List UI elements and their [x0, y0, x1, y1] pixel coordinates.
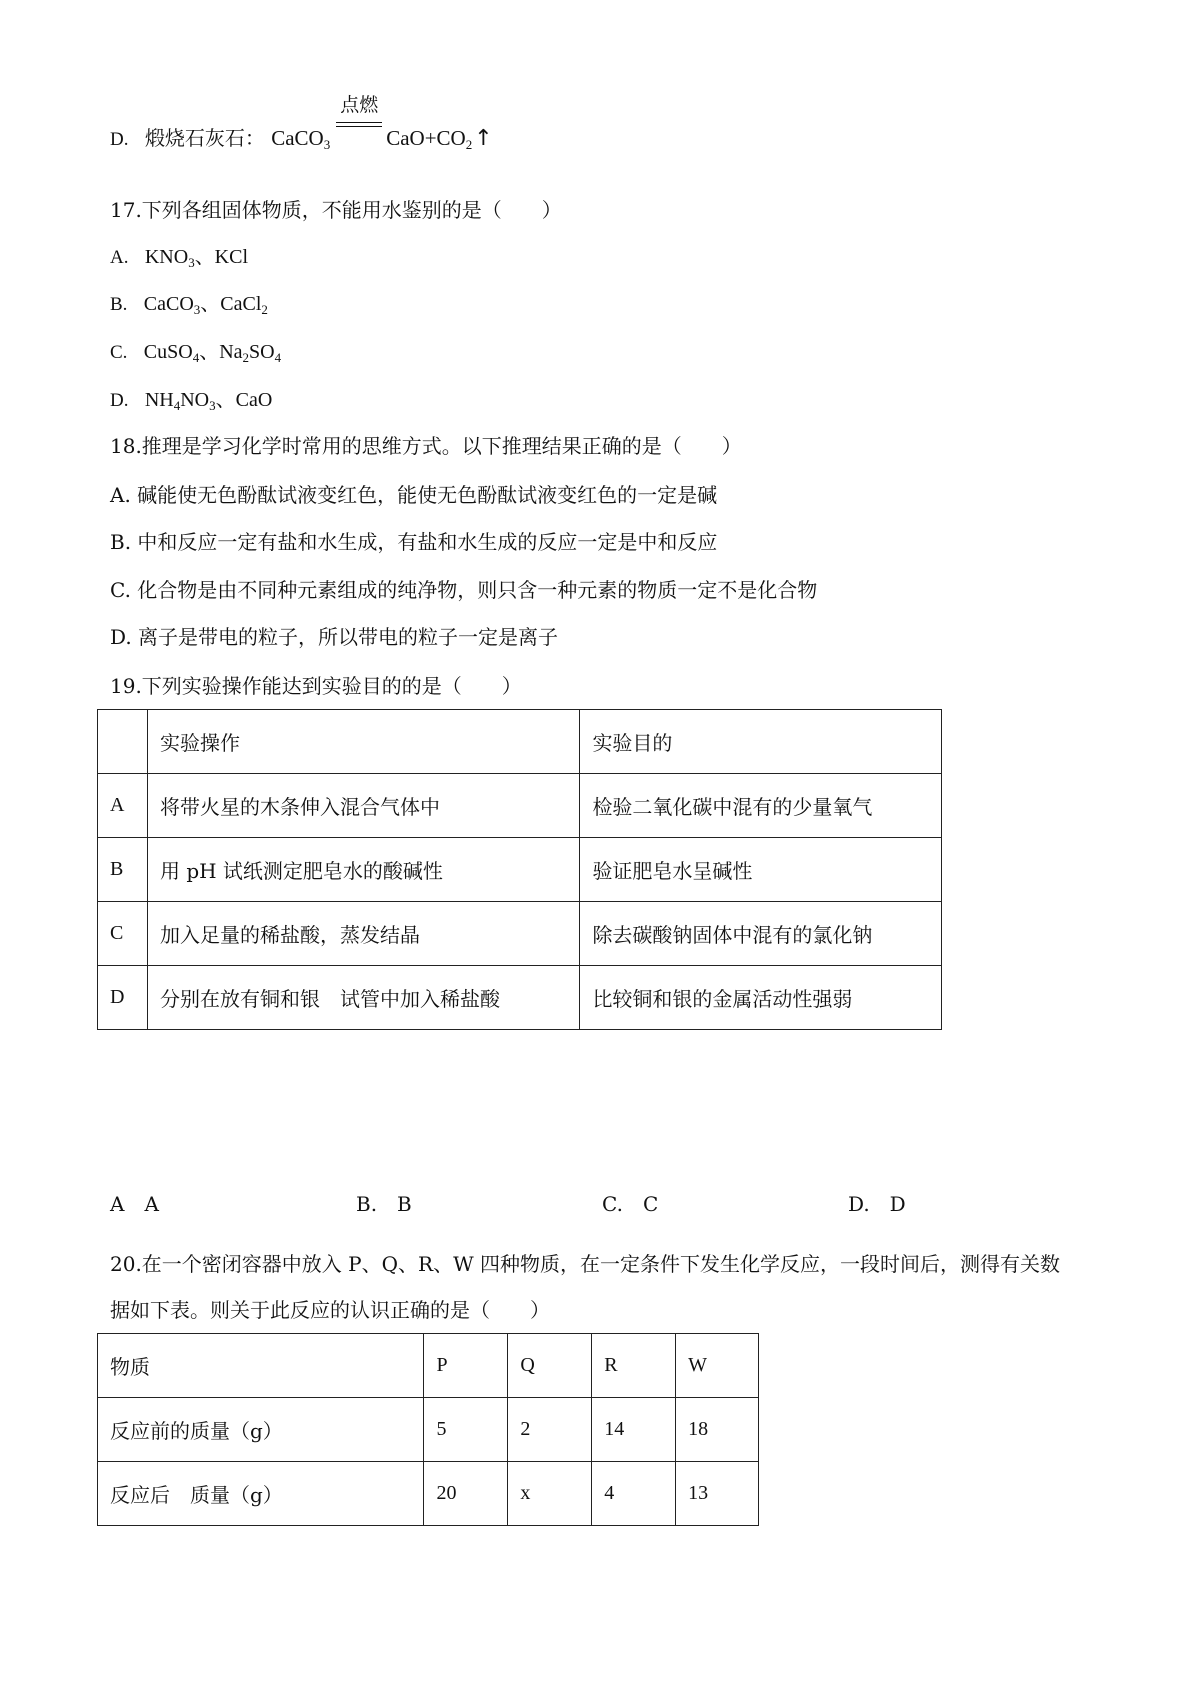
q18-option-d: D. 离子是带电的粒子，所以带电的粒子一定是离子: [110, 625, 559, 649]
table-row: C 加入足量的稀盐酸，蒸发结晶 除去碳酸钠固体中混有的氯化钠: [98, 902, 942, 966]
q20-stem-line2: 据如下表。则关于此反应的认识正确的是（ ）: [110, 1298, 550, 1322]
choice-b: B. B: [356, 1192, 412, 1216]
option-letter: D.: [110, 129, 129, 150]
reactant: CaCO: [271, 126, 324, 150]
q17-option-d: D. $NH_4NO_3$、CaO: [110, 389, 273, 413]
q19-table: [97, 709, 942, 1030]
q18-option-b: B. 中和反应一定有盐和水生成，有盐和水生成的反应一定是中和反应: [110, 530, 718, 554]
product: CaO+CO: [386, 126, 466, 150]
q17-option-a: A. $KNO_3$、KCl: [110, 246, 249, 270]
q20-stem-line1: 20.在一个密闭容器中放入 P、Q、R、W 四种物质，在一定条件下发生化学反应，一段时间后，测得有关数: [110, 1252, 1060, 1276]
product-subscript: 2: [465, 137, 473, 152]
option-text: 煅烧石灰石：: [144, 126, 265, 150]
q18-option-a: A. 碱能使无色酚酞试液变红色，能使无色酚酞试液变红色的一定是碱: [110, 483, 718, 507]
q20-table: [97, 1333, 759, 1526]
q16-option-d: [110, 95, 493, 154]
table-header-row: [98, 710, 942, 774]
q19-stem: 19.下列实验操作能达到实验目的的是（ ）: [110, 674, 522, 698]
q17-option-c: C. CuSO$_4$、$Na_2SO_4$: [110, 341, 282, 365]
q18-option-c: C. 化合物是由不同种元素组成的纯净物，则只含一种元素的物质一定不是化合物: [110, 578, 818, 602]
table-row: 反应后 质量（g） 20 x 4 13: [98, 1462, 759, 1526]
q18-stem: 18.推理是学习化学时常用的思维方式。以下推理结果正确的是（ ）: [110, 434, 742, 458]
reaction-condition: [336, 95, 382, 152]
table-row: 反应前的质量（g） 5 2 14 18: [98, 1398, 759, 1462]
header-purpose: 实验目的: [580, 710, 942, 774]
header-operation: 实验操作: [147, 710, 579, 774]
q17-option-b: B. CaCO$_3$、CaCl$_2$: [110, 293, 268, 317]
chemical-equation: [271, 95, 493, 152]
choice-d: D. D: [848, 1192, 906, 1216]
table-header-row: 物质 P Q R W: [98, 1334, 759, 1398]
table-row: A 将带火星的木条伸入混合气体中 检验二氧化碳中混有的少量氧气: [98, 774, 942, 838]
table-row: D 分别在放有铜和银 试管中加入稀盐酸 比较铜和银的金属活动性强弱: [98, 966, 942, 1030]
reactant-subscript: 3: [323, 137, 331, 152]
gas-arrow-icon: ↑: [474, 126, 493, 151]
table-row: B 用 pH 试纸测定肥皂水的酸碱性 验证肥皂水呈碱性: [98, 838, 942, 902]
choice-a: A A: [110, 1192, 159, 1216]
condition-text: 点燃: [340, 95, 379, 116]
q17-stem: 17.下列各组固体物质，不能用水鉴别的是（ ）: [110, 198, 562, 222]
choice-c: C. C: [602, 1192, 659, 1216]
